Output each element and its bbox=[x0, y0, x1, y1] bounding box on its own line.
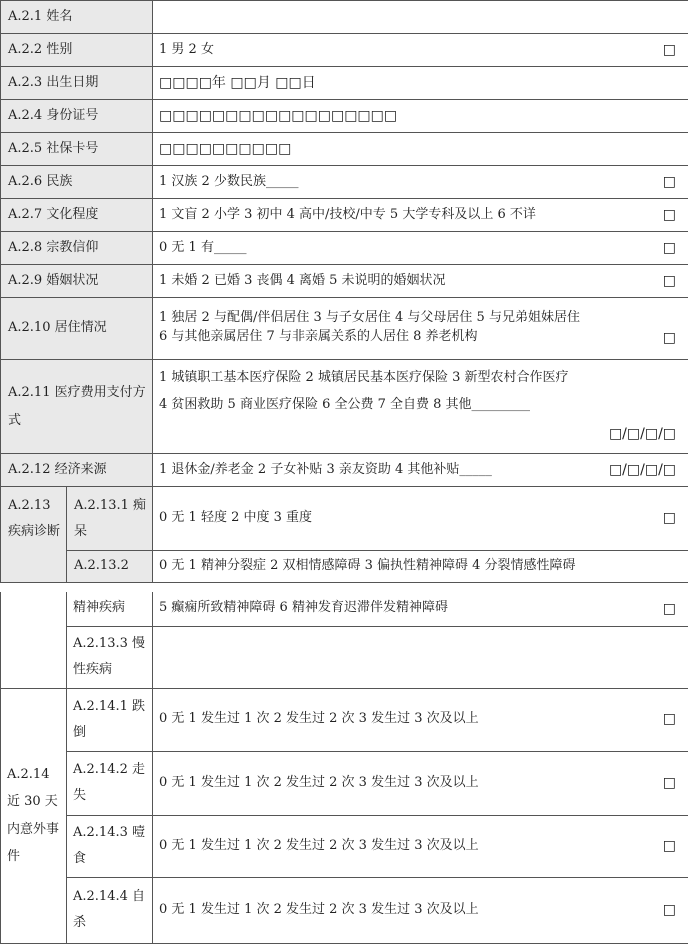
events-label: A.2.14 近 30 天内意外事件 bbox=[1, 688, 67, 943]
lost-label: A.2.14.2 走失 bbox=[67, 751, 153, 815]
mental-options: 0 无 1 精神分裂症 2 双相情感障碍 3 偏执性精神障碍 4 分裂情感性障碍 bbox=[159, 558, 576, 574]
mental-checkbox[interactable]: □ bbox=[662, 600, 676, 617]
gender-checkbox[interactable]: □ bbox=[662, 41, 677, 58]
row-label: A.2.9 婚姻状况 bbox=[1, 265, 153, 298]
mental-label: A.2.13.2 bbox=[67, 551, 153, 583]
marital-checkbox[interactable]: □ bbox=[662, 272, 677, 289]
lost-checkbox[interactable]: □ bbox=[662, 774, 676, 791]
chronic-field[interactable] bbox=[153, 626, 688, 688]
row-label: A.2.8 宗教信仰 bbox=[1, 232, 153, 265]
ethnicity-checkbox[interactable]: □ bbox=[662, 173, 677, 190]
row-label: A.2.3 出生日期 bbox=[1, 67, 153, 100]
table-row bbox=[1, 199, 688, 232]
table-row bbox=[1, 487, 688, 551]
choking-checkbox[interactable]: □ bbox=[662, 837, 676, 854]
table-row bbox=[1, 360, 688, 454]
row-label: A.2.2 性别 bbox=[1, 34, 153, 67]
row-label: A.2.4 身份证号 bbox=[1, 100, 153, 133]
payment-options-line2: 4 贫困救助 5 商业医疗保险 6 全公费 7 全自费 8 其他_________ bbox=[159, 397, 531, 413]
row-label: A.2.7 文化程度 bbox=[1, 199, 153, 232]
row-label: A.2.12 经济来源 bbox=[1, 454, 153, 487]
table-row bbox=[1, 592, 688, 626]
birthdate-field[interactable]: □□□□年 □□月 □□日 bbox=[153, 67, 688, 100]
row-label: A.2.11 医疗费用支付方式 bbox=[1, 360, 153, 454]
suicide-checkbox[interactable]: □ bbox=[662, 901, 676, 918]
income-checkboxes[interactable]: □/□/□/□ bbox=[608, 461, 677, 478]
row-label: A.2.1 姓名 bbox=[1, 1, 153, 34]
mental-options-continued: 5 癫痫所致精神障碍 6 精神发育迟滞伴发精神障碍 bbox=[159, 600, 448, 616]
fall-label: A.2.14.1 跌倒 bbox=[67, 688, 153, 751]
row-label: A.2.6 民族 bbox=[1, 166, 153, 199]
table-row bbox=[1, 265, 688, 298]
choking-label: A.2.14.3 噎食 bbox=[67, 815, 153, 877]
marital-options: 1 未婚 2 已婚 3 丧偶 4 离婚 5 未说明的婚姻状况 bbox=[159, 272, 446, 288]
social-card-field[interactable]: □□□□□□□□□□ bbox=[153, 133, 688, 166]
living-options-line2: 6 与其他亲属居住 7 与非亲属关系的人居住 8 养老机构 bbox=[159, 329, 478, 345]
income-options: 1 退休金/养老金 2 子女补贴 3 亲友资助 4 其他补贴_____ bbox=[159, 461, 492, 477]
suicide-label: A.2.14.4 自杀 bbox=[67, 877, 153, 943]
table-row bbox=[1, 626, 688, 688]
table-row bbox=[1, 67, 688, 100]
choking-options: 0 无 1 发生过 1 次 2 发生过 2 次 3 发生过 3 次及以上 bbox=[159, 837, 479, 853]
table-row bbox=[1, 133, 688, 166]
table-row bbox=[1, 551, 688, 583]
dementia-options: 0 无 1 轻度 2 中度 3 重度 bbox=[159, 510, 313, 526]
education-checkbox[interactable]: □ bbox=[662, 206, 677, 223]
payment-options-line1: 1 城镇职工基本医疗保险 2 城镇居民基本医疗保险 3 新型农村合作医疗 bbox=[159, 369, 569, 385]
suicide-options: 0 无 1 发生过 1 次 2 发生过 2 次 3 发生过 3 次及以上 bbox=[159, 901, 479, 917]
mental-label-continued: 精神疾病 bbox=[67, 592, 153, 626]
ethnicity-options: 1 汉族 2 少数民族_____ bbox=[159, 173, 299, 189]
table-row bbox=[1, 877, 688, 943]
disease-label-continued bbox=[1, 592, 67, 688]
table-row bbox=[1, 454, 688, 487]
living-checkbox[interactable]: □ bbox=[662, 329, 677, 346]
table-row bbox=[1, 100, 688, 133]
table-row bbox=[1, 751, 688, 815]
row-label: A.2.10 居住情况 bbox=[1, 298, 153, 360]
education-options: 1 文盲 2 小学 3 初中 4 高中/技校/中专 5 大学专科及以上 6 不详 bbox=[159, 206, 536, 222]
lost-options: 0 无 1 发生过 1 次 2 发生过 2 次 3 发生过 3 次及以上 bbox=[159, 774, 479, 790]
disease-label: A.2.13 疾病诊断 bbox=[1, 487, 67, 583]
fall-options: 0 无 1 发生过 1 次 2 发生过 2 次 3 发生过 3 次及以上 bbox=[159, 711, 479, 727]
table-row bbox=[1, 815, 688, 877]
table-row bbox=[1, 166, 688, 199]
id-number-field[interactable]: □□□□□□□□□□□□□□□□□□ bbox=[153, 100, 688, 133]
table-row bbox=[1, 688, 688, 751]
religion-options: 0 无 1 有_____ bbox=[159, 239, 247, 255]
chronic-label: A.2.13.3 慢性疾病 bbox=[67, 626, 153, 688]
table-row bbox=[1, 232, 688, 265]
row-label: A.2.5 社保卡号 bbox=[1, 133, 153, 166]
living-options-line1: 1 独居 2 与配偶/伴侣居住 3 与子女居住 4 与父母居住 5 与兄弟姐妹居住 bbox=[159, 309, 580, 325]
info-table-part2 bbox=[0, 592, 688, 944]
table-row bbox=[1, 1, 688, 34]
gender-options: 1 男 2 女 bbox=[159, 41, 214, 57]
name-field[interactable] bbox=[153, 1, 688, 34]
religion-checkbox[interactable]: □ bbox=[662, 239, 677, 256]
table-row bbox=[1, 34, 688, 67]
table-row bbox=[1, 298, 688, 360]
payment-checkboxes[interactable]: □/□/□/□ bbox=[608, 426, 677, 443]
fall-checkbox[interactable]: □ bbox=[662, 711, 676, 728]
dementia-checkbox[interactable]: □ bbox=[662, 510, 677, 527]
dementia-label: A.2.13.1 痴呆 bbox=[67, 487, 153, 551]
